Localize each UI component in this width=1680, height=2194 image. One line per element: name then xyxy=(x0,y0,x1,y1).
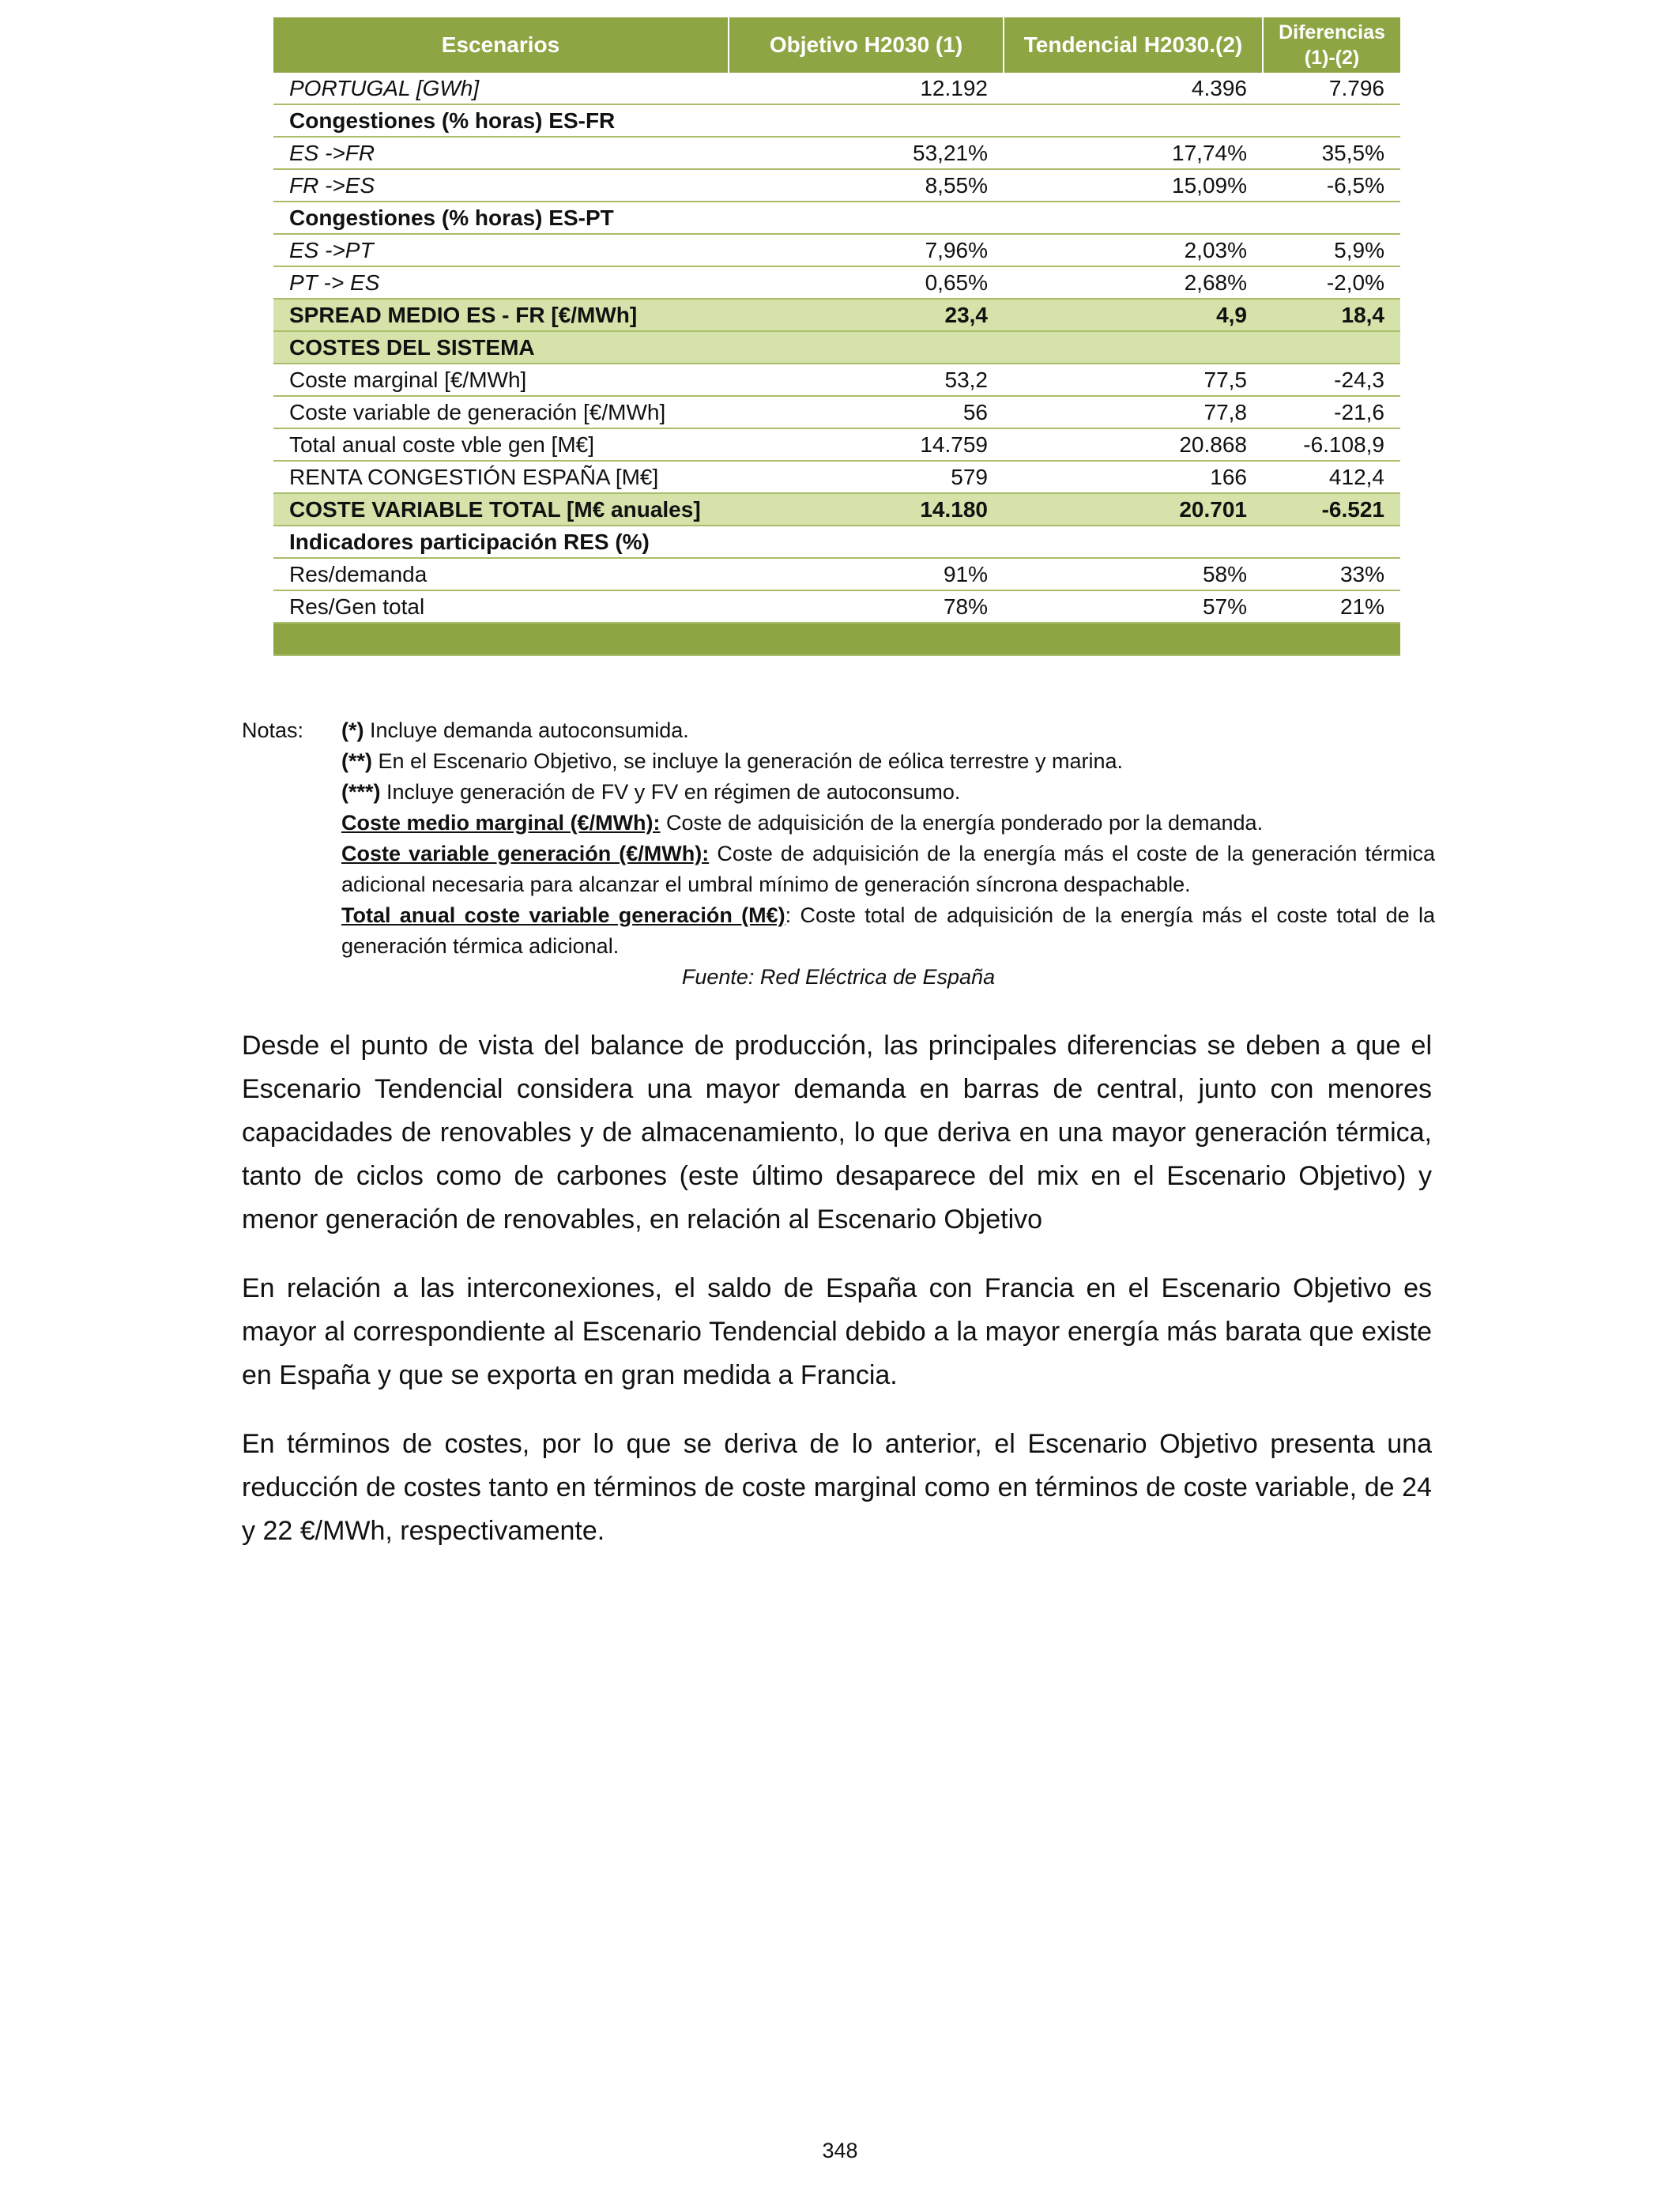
cell-objetivo: 579 xyxy=(729,461,1004,493)
cell-objetivo: 8,55% xyxy=(729,169,1004,202)
note-term: Coste variable generación (€/MWh): xyxy=(341,842,710,865)
cell-tendencial xyxy=(1004,526,1263,558)
row-label: Indicadores participación RES (%) xyxy=(273,526,729,558)
cell-objetivo xyxy=(729,104,1004,137)
cell-tendencial xyxy=(1004,202,1263,234)
note-text: Coste de adquisición de la energía ponderado por la demanda. xyxy=(660,811,1264,835)
cell-objetivo: 12.192 xyxy=(729,73,1004,104)
cell-tendencial: 57% xyxy=(1004,590,1263,623)
cell-tendencial: 15,09% xyxy=(1004,169,1263,202)
row-label: ES ->PT xyxy=(273,234,729,266)
cell-diferencia: 412,4 xyxy=(1263,461,1400,493)
scenario-comparison-table xyxy=(273,17,1400,656)
cell-diferencia: -2,0% xyxy=(1263,266,1400,299)
table-row xyxy=(273,526,1400,558)
header-tendencial: Tendencial H2030.(2) xyxy=(1004,17,1263,73)
row-label: Coste variable de generación [€/MWh] xyxy=(273,396,729,428)
row-label: COSTES DEL SISTEMA xyxy=(273,331,729,364)
cell-diferencia: -6.521 xyxy=(1263,493,1400,526)
row-label: RENTA CONGESTIÓN ESPAÑA [M€] xyxy=(273,461,729,493)
note-text: Incluye generación de FV y FV en régimen de autoconsumo. xyxy=(380,780,961,804)
row-label: PT -> ES xyxy=(273,266,729,299)
header-objetivo: Objetivo H2030 (1) xyxy=(729,17,1004,73)
cell-objetivo: 78% xyxy=(729,590,1004,623)
note-item xyxy=(341,715,1435,746)
cell-diferencia: 21% xyxy=(1263,590,1400,623)
note-item xyxy=(341,839,1435,900)
table-row xyxy=(273,590,1400,623)
table-source: Fuente: Red Eléctrica de España xyxy=(681,965,996,989)
cell-tendencial: 58% xyxy=(1004,558,1263,590)
cell-diferencia: 7.796 xyxy=(1263,73,1400,104)
cell-objetivo: 7,96% xyxy=(729,234,1004,266)
cell-objetivo: 91% xyxy=(729,558,1004,590)
note-item xyxy=(341,900,1435,962)
table-row-highlight xyxy=(273,299,1400,331)
body-text xyxy=(242,1024,1432,1578)
cell-tendencial: 77,5 xyxy=(1004,364,1263,396)
cell-tendencial xyxy=(1004,104,1263,137)
table-row xyxy=(273,558,1400,590)
page-number: 348 xyxy=(822,2139,858,2162)
cell-diferencia: -24,3 xyxy=(1263,364,1400,396)
cell-objetivo: 53,21% xyxy=(729,137,1004,169)
cell-tendencial: 17,74% xyxy=(1004,137,1263,169)
note-text: Incluye demanda autoconsumida. xyxy=(363,718,689,742)
note-item xyxy=(341,746,1435,777)
cell-diferencia xyxy=(1263,202,1400,234)
cell-tendencial: 20.701 xyxy=(1004,493,1263,526)
row-label: SPREAD MEDIO ES - FR [€/MWh] xyxy=(273,299,729,331)
cell-objetivo: 0,65% xyxy=(729,266,1004,299)
table-row xyxy=(273,104,1400,137)
row-label: Total anual coste vble gen [M€] xyxy=(273,428,729,461)
cell-diferencia: 33% xyxy=(1263,558,1400,590)
row-label: Coste marginal [€/MWh] xyxy=(273,364,729,396)
table-notes xyxy=(242,715,1435,993)
row-label: Res/Gen total xyxy=(273,590,729,623)
row-label: FR ->ES xyxy=(273,169,729,202)
note-mark: (***) xyxy=(341,780,381,804)
paragraph: En relación a las interconexiones, el saldo de España con Francia en el Escenario Objetivo es mayor al correspondiente al Escenario Tendencial debido a la mayor energía más barata que existe en España y que se exporta en gran medida a Francia. xyxy=(242,1273,1432,1390)
cell-diferencia xyxy=(1263,104,1400,137)
cell-tendencial: 4.396 xyxy=(1004,73,1263,104)
cell-tendencial: 166 xyxy=(1004,461,1263,493)
cell-diferencia: -6,5% xyxy=(1263,169,1400,202)
table-row xyxy=(273,461,1400,493)
table-row xyxy=(273,396,1400,428)
cell-diferencia: 35,5% xyxy=(1263,137,1400,169)
cell-diferencia: -21,6 xyxy=(1263,396,1400,428)
table-header-row xyxy=(273,17,1400,73)
note-text: : Coste total de adquisición de la energía más el coste total de la generación térmica adicional. xyxy=(341,903,1436,958)
cell-diferencia: -6.108,9 xyxy=(1263,428,1400,461)
cell-objetivo xyxy=(729,526,1004,558)
cell-objetivo: 53,2 xyxy=(729,364,1004,396)
row-label: Congestiones (% horas) ES-PT xyxy=(273,202,729,234)
notes-label: Notas: xyxy=(242,718,304,742)
cell-objetivo: 56 xyxy=(729,396,1004,428)
header-escenarios: Escenarios xyxy=(273,17,729,73)
table-row xyxy=(273,266,1400,299)
table-section-row xyxy=(273,331,1400,364)
table-row xyxy=(273,169,1400,202)
row-label: Congestiones (% horas) ES-FR xyxy=(273,104,729,137)
note-item xyxy=(341,777,1435,808)
cell-tendencial: 2,68% xyxy=(1004,266,1263,299)
row-label: ES ->FR xyxy=(273,137,729,169)
cell-objetivo xyxy=(729,331,1004,364)
cell-tendencial: 20.868 xyxy=(1004,428,1263,461)
table-row-highlight xyxy=(273,493,1400,526)
note-text: En el Escenario Objetivo, se incluye la generación de eólica terrestre y marina. xyxy=(372,749,1123,773)
table-footer-bar xyxy=(273,623,1400,655)
cell-objetivo: 14.759 xyxy=(729,428,1004,461)
paragraph: Desde el punto de vista del balance de producción, las principales diferencias se deben a que el Escenario Tendencial considera una mayor demanda en barras de central, junto con menores capacidades de renovables y de almacenamiento, lo que deriva en una mayor generación térmica, tanto de ciclos como de carbones (este último desaparece del mix en el Escenario Objetivo) y menor generación de renovables, en relación al Escenario Objetivo xyxy=(242,1031,1432,1235)
paragraph: En términos de costes, por lo que se deriva de lo anterior, el Escenario Objetivo presenta una reducción de costes tanto en términos de coste marginal como en términos de coste variable, de 24 y 22 €/MWh, respectivamente. xyxy=(242,1429,1432,1546)
row-label: COSTE VARIABLE TOTAL [M€ anuales] xyxy=(273,493,729,526)
scenario-table-container xyxy=(273,17,1400,656)
cell-diferencia: 5,9% xyxy=(1263,234,1400,266)
table-row xyxy=(273,137,1400,169)
note-term: Total anual coste variable generación (M€) xyxy=(341,903,785,927)
cell-objetivo: 23,4 xyxy=(729,299,1004,331)
table-row xyxy=(273,364,1400,396)
cell-objetivo: 14.180 xyxy=(729,493,1004,526)
cell-tendencial xyxy=(1004,331,1263,364)
row-label: Res/demanda xyxy=(273,558,729,590)
table-row xyxy=(273,202,1400,234)
cell-tendencial: 2,03% xyxy=(1004,234,1263,266)
row-label: PORTUGAL [GWh] xyxy=(273,73,729,104)
header-diferencias: Diferencias (1)-(2) xyxy=(1263,17,1400,73)
cell-tendencial: 77,8 xyxy=(1004,396,1263,428)
table-row xyxy=(273,73,1400,104)
table-row xyxy=(273,234,1400,266)
table-row xyxy=(273,428,1400,461)
note-item xyxy=(341,808,1435,839)
note-text: Coste de adquisición de la energía más el coste de la generación térmica adicional necesaria para alcanzar el umbral mínimo de generación síncrona despachable. xyxy=(341,842,1436,896)
cell-diferencia xyxy=(1263,331,1400,364)
cell-objetivo xyxy=(729,202,1004,234)
cell-diferencia: 18,4 xyxy=(1263,299,1400,331)
note-term: Coste medio marginal (€/MWh): xyxy=(341,811,661,835)
note-mark: (**) xyxy=(341,749,372,773)
note-mark: (*) xyxy=(341,718,364,742)
cell-tendencial: 4,9 xyxy=(1004,299,1263,331)
cell-diferencia xyxy=(1263,526,1400,558)
